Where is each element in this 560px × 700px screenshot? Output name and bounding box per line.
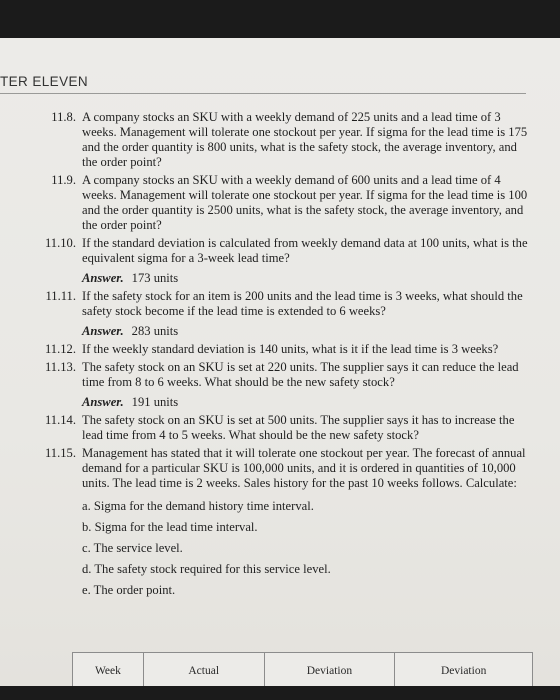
list-item: b. Sigma for the lead time interval. (82, 520, 258, 534)
problem-text: A company stocks an SKU with a weekly demand of 225 units and a lead time of 3 weeks. Management will tolerate one stockout per year. If sigma for the lead time is 175 and the order quantity is 800 units, what is the safety stock, the average inventory, and the order point? (82, 110, 528, 169)
problem-list (0, 110, 560, 604)
answer-label: Answer. (82, 324, 124, 338)
problem-11-10 (0, 236, 560, 286)
answer-line (82, 395, 560, 410)
problem-11-11 (0, 289, 560, 339)
answer-line (82, 271, 560, 286)
list-item: a. Sigma for the demand history time interval. (82, 499, 314, 513)
problem-number: 11.15. (44, 446, 76, 460)
problem-number: 11.11. (45, 289, 76, 303)
problem-number: 11.12. (44, 342, 76, 356)
textbook-page (0, 38, 560, 686)
problem-text: A company stocks an SKU with a weekly demand of 600 units and a lead time of 4 weeks. Management will tolerate one stockout per year. If sigma for the lead time is 100 and the order quantity is 2500 units, what is the safety stock, the average inventory, and the order point? (82, 173, 528, 232)
sales-history-table-header (72, 652, 533, 686)
problem-11-14 (0, 413, 560, 443)
problem-number: 11.13. (44, 360, 76, 374)
column-header-deviation: Deviation (265, 653, 396, 686)
answer-line (82, 324, 560, 339)
problem-text: If the weekly standard deviation is 140 units, what is it if the lead time is 3 weeks? (82, 342, 499, 356)
list-item: c. The service level. (82, 541, 183, 555)
answer-label: Answer. (82, 395, 124, 409)
column-header-week: Week (73, 653, 144, 686)
problem-11-8 (0, 110, 560, 170)
column-header-actual: Actual (144, 653, 265, 686)
problem-text: The safety stock on an SKU is set at 500 units. The supplier says it has to increase the lead time from 4 to 5 weeks. What should be the new safety stock? (82, 413, 515, 442)
problem-text: If the safety stock for an item is 200 units and the lead time is 3 weeks, what should the safety stock become if the lead time is extended to 6 weeks? (82, 289, 523, 318)
chapter-heading: TER ELEVEN (0, 74, 89, 89)
problem-11-15 (0, 446, 560, 598)
answer-value: 173 units (131, 271, 179, 285)
problem-number: 11.9. (51, 173, 76, 187)
problem-11-12 (0, 342, 560, 357)
heading-rule (0, 93, 526, 94)
answer-label: Answer. (82, 271, 124, 285)
problem-11-13 (0, 360, 560, 410)
calculation-list (82, 499, 560, 598)
problem-11-9 (0, 173, 560, 233)
answer-value: 191 units (131, 395, 179, 409)
list-item: d. The safety stock required for this service level. (82, 562, 331, 576)
list-item: e. The order point. (82, 583, 176, 597)
column-header-deviation-2: Deviation (395, 653, 533, 686)
problem-number: 11.8. (51, 110, 76, 124)
problem-text: The safety stock on an SKU is set at 220 units. The supplier says it can reduce the lead time from 8 to 6 weeks. What should be the new safety stock? (82, 360, 519, 389)
problem-text: Management has stated that it will tolerate one stockout per year. The forecast of annual demand for a particular SKU is 100,000 units, and it is ordered in quantities of 10,000 units. The lead time is 2 weeks. Sales history for the past 10 weeks follows. Calculate: (82, 446, 526, 490)
problem-text: If the standard deviation is calculated from weekly demand data at 100 units, what is the equivalent sigma for a 3-week lead time? (82, 236, 528, 265)
problem-number: 11.14. (44, 413, 76, 427)
problem-number: 11.10. (44, 236, 76, 250)
answer-value: 283 units (131, 324, 179, 338)
